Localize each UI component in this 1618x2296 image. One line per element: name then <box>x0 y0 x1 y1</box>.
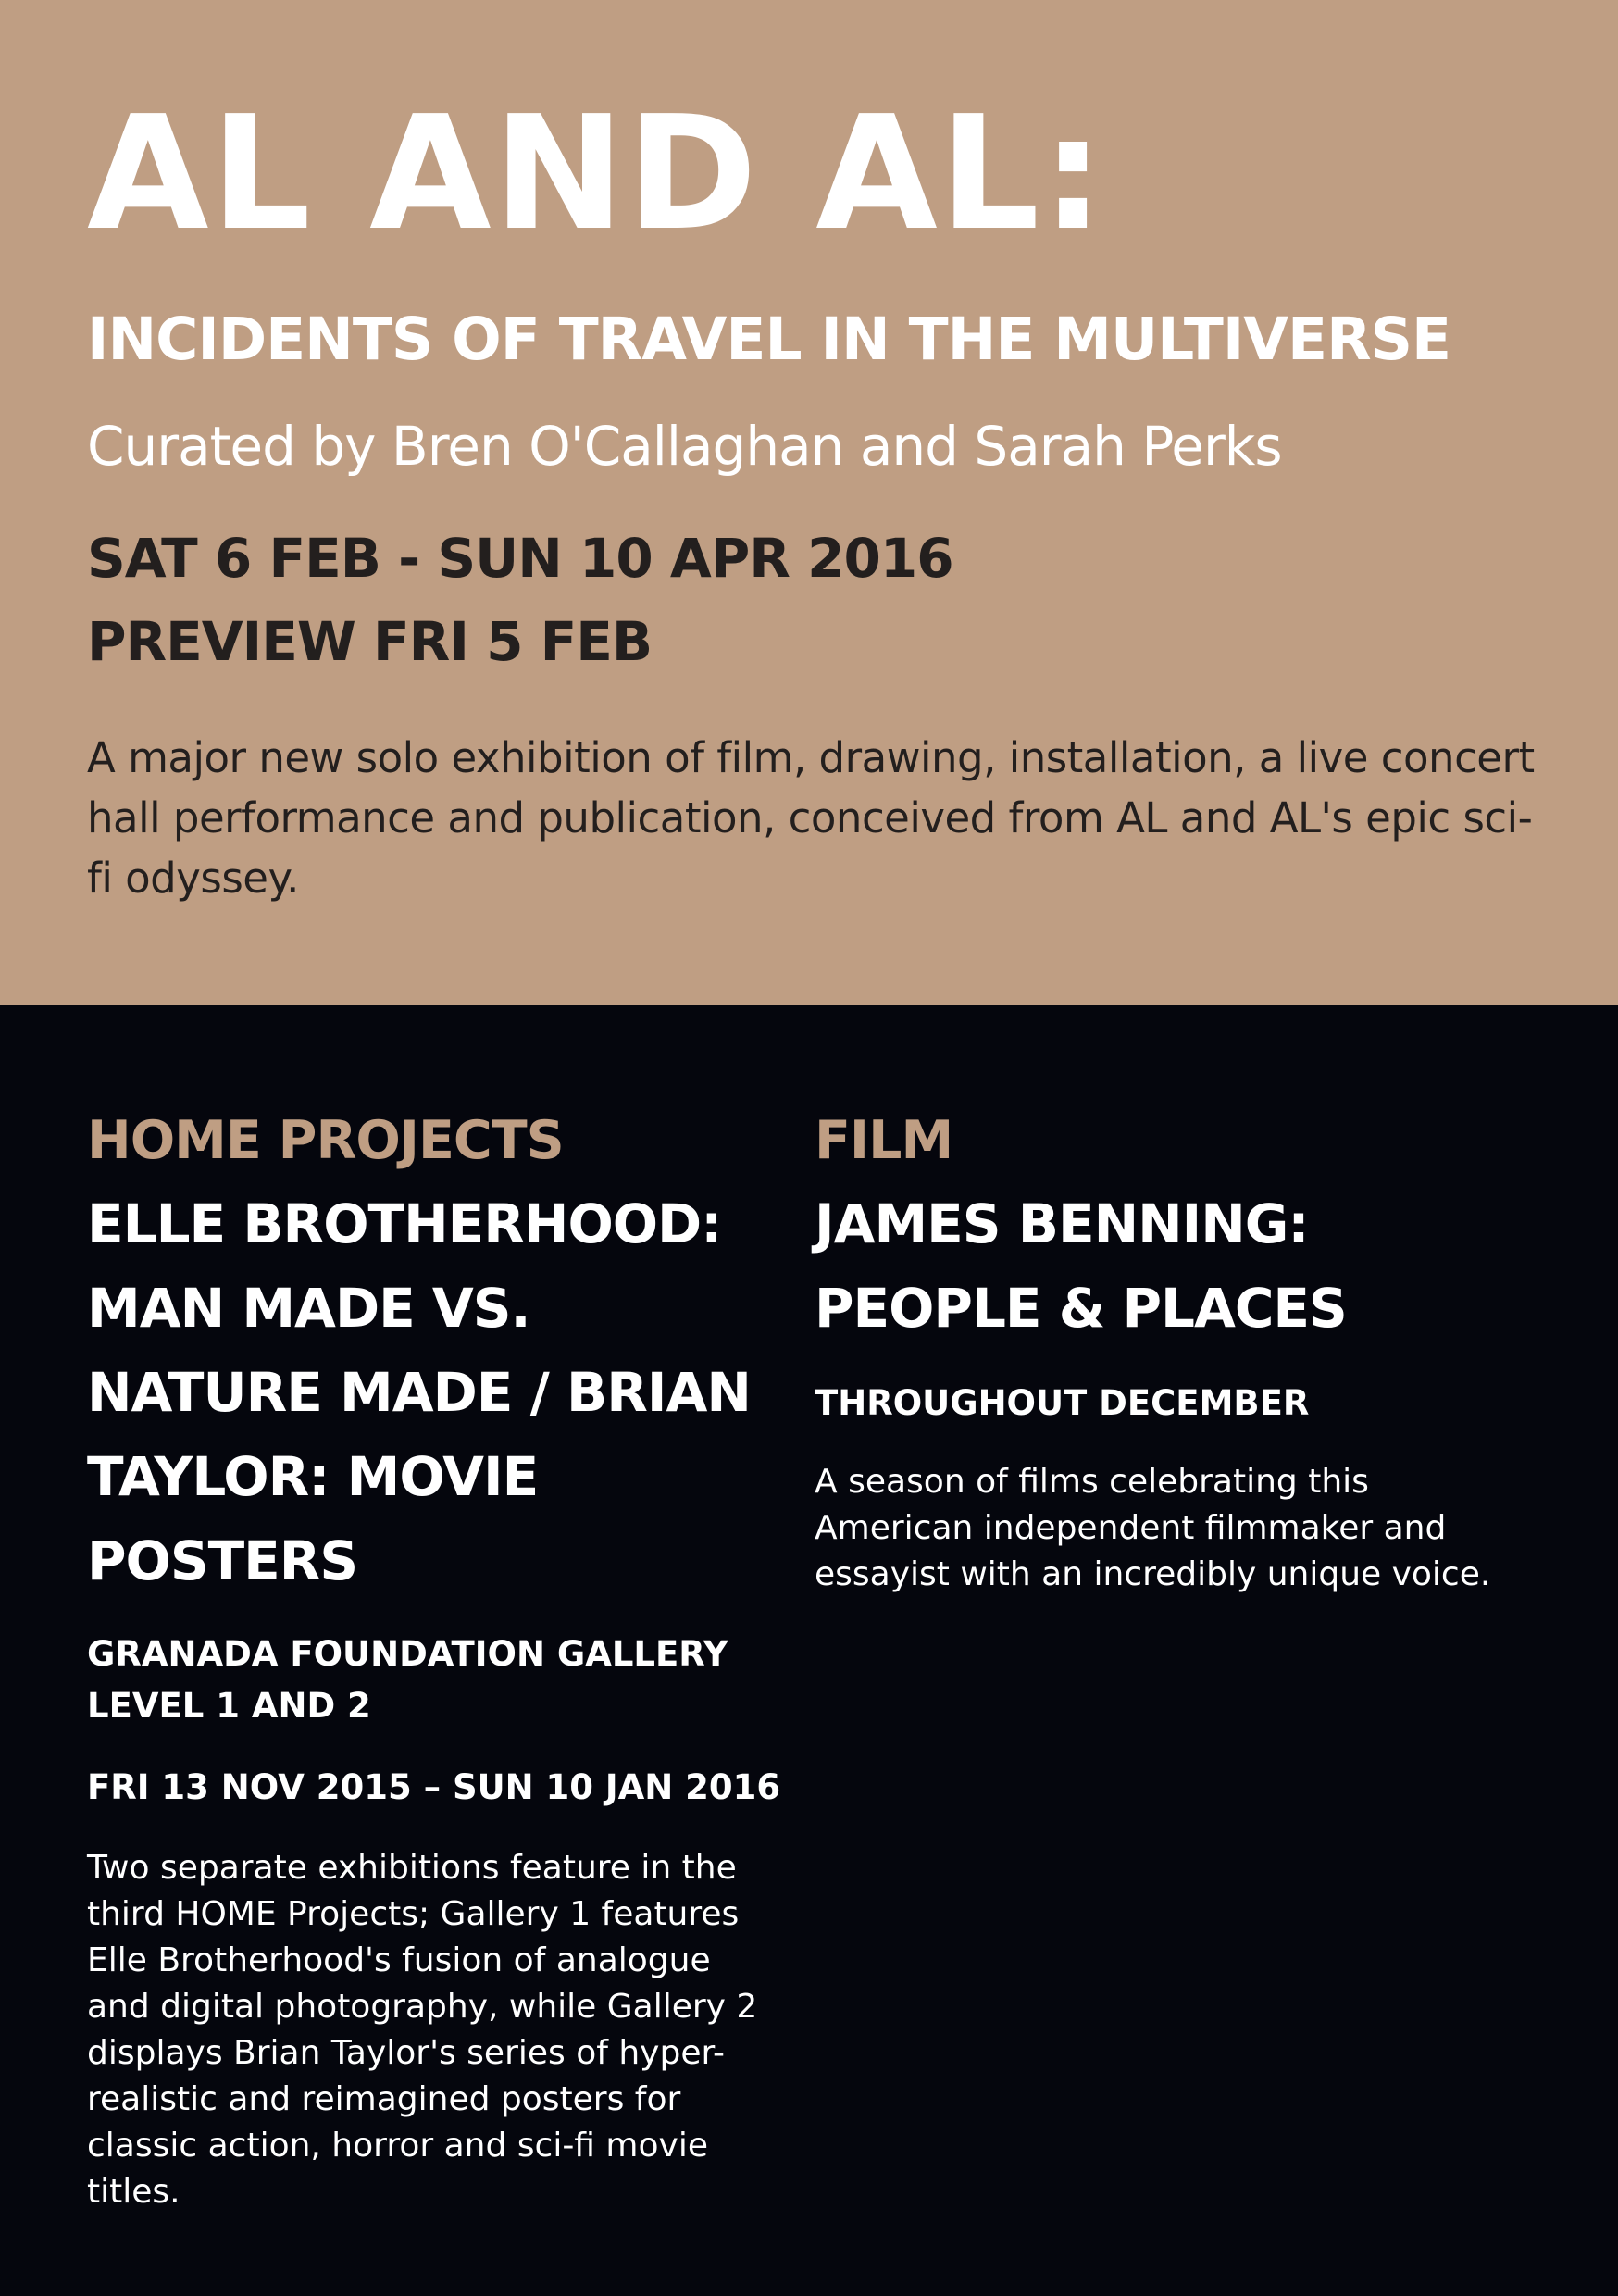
curators-line: Curated by Bren O'Callaghan and Sarah Perks <box>87 415 1282 478</box>
preview-date: PREVIEW FRI 5 FEB <box>87 610 653 673</box>
film-kicker: FILM <box>815 1110 953 1171</box>
home-projects-venue: GRANADA FOUNDATION GALLERY LEVEL 1 AND 2 <box>87 1634 728 1726</box>
home-projects-kicker: HOME PROJECTS <box>87 1110 564 1171</box>
film-description: A season of films celebrating this American independent filmmaker and essayist with an incredibly unique voice. <box>815 1463 1491 1593</box>
exhibition-subtitle: INCIDENTS OF TRAVEL IN THE MULTIVERSE <box>87 306 1451 373</box>
film-dates: THROUGHOUT DECEMBER <box>815 1383 1310 1423</box>
exhibition-description: A major new solo exhibition of film, drawing, installation, a live concert hall performance and publication, conceived from AL and AL's epic sci-fi odyssey. <box>87 733 1535 903</box>
home-projects-title: ELLE BROTHERHOOD: MAN MADE VS. NATURE MADE / BRIAN TAYLOR: MOVIE POSTERS <box>87 1192 751 1592</box>
home-projects-description: Two separate exhibitions feature in the third HOME Projects; Gallery 1 features Elle Brotherhood's fusion of analogue and digital photography, while Gallery 2 displays Brian Taylor's series of hyper-realistic and reimagined posters for classic action, horror and sci-fi movie titles. <box>87 1849 758 2211</box>
exhibition-header-panel <box>0 0 1618 1005</box>
listings-panel <box>0 1005 1618 2296</box>
home-projects-dates: FRI 13 NOV 2015 – SUN 10 JAN 2016 <box>87 1767 781 1807</box>
exhibition-title: AL AND AL: <box>87 82 1107 266</box>
exhibition-dates: SAT 6 FEB - SUN 10 APR 2016 <box>87 527 953 590</box>
film-title: JAMES BENNING: PEOPLE & PLACES <box>815 1192 1347 1340</box>
